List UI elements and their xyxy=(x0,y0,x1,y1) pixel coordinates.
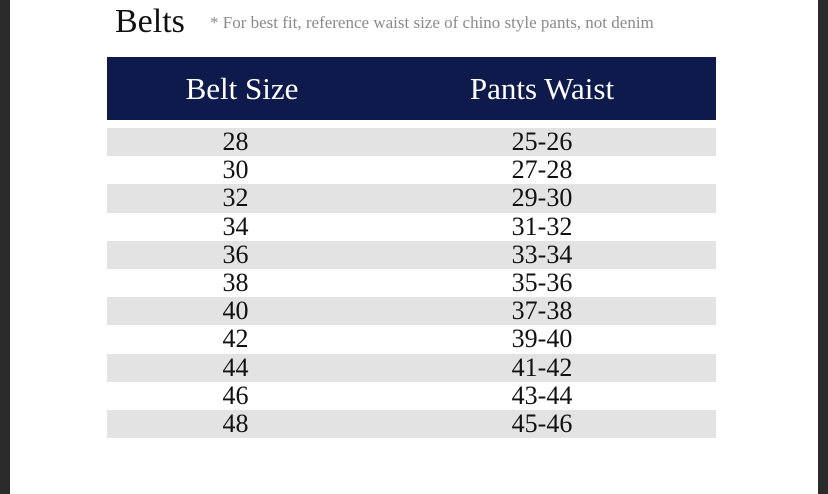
column-header-pants-waist: Pants Waist xyxy=(469,71,615,106)
belt-size-cell: 34 xyxy=(222,211,249,241)
pants-waist-cell: 27-28 xyxy=(511,155,573,185)
pants-waist-cell: 43-44 xyxy=(511,380,573,410)
table-row xyxy=(107,354,716,382)
belt-size-cell: 48 xyxy=(222,408,249,438)
belt-size-cell: 46 xyxy=(222,380,249,410)
fit-note: * For best fit, reference waist size of chino style pants, not denim xyxy=(210,13,654,32)
column-header-belt-size: Belt Size xyxy=(185,71,299,106)
belt-size-cell: 36 xyxy=(222,239,249,269)
belt-size-cell: 32 xyxy=(222,183,249,213)
page-title: Belts xyxy=(115,3,185,40)
pants-waist-cell: 29-30 xyxy=(511,183,573,213)
belt-size-cell: 42 xyxy=(222,324,249,354)
belt-size-cell: 28 xyxy=(222,127,249,156)
belt-size-cell: 40 xyxy=(222,296,249,326)
table-row xyxy=(107,410,716,438)
right-frame-border xyxy=(818,0,828,494)
table-row xyxy=(107,297,716,325)
pants-waist-cell: 37-38 xyxy=(511,296,573,326)
pants-waist-cell: 35-36 xyxy=(511,267,573,297)
belt-size-cell: 30 xyxy=(222,155,249,185)
table-header xyxy=(107,57,716,120)
table-row xyxy=(107,128,716,156)
table-row xyxy=(107,184,716,212)
pants-waist-cell: 39-40 xyxy=(511,324,573,354)
table-row xyxy=(107,241,716,269)
pants-waist-cell: 31-32 xyxy=(511,211,573,241)
pants-waist-cell: 45-46 xyxy=(511,408,573,438)
table-row xyxy=(107,213,716,241)
size-table-body xyxy=(107,128,716,438)
size-chart-card xyxy=(10,0,818,494)
table-row xyxy=(107,325,716,353)
left-frame-border xyxy=(0,0,10,494)
pants-waist-cell: 33-34 xyxy=(511,239,573,269)
belt-size-cell: 44 xyxy=(222,352,249,382)
table-row xyxy=(107,269,716,297)
pants-waist-cell: 25-26 xyxy=(511,127,573,156)
belt-size-cell: 38 xyxy=(222,267,249,297)
table-row xyxy=(107,156,716,184)
pants-waist-cell: 41-42 xyxy=(511,352,573,382)
table-row xyxy=(107,382,716,410)
